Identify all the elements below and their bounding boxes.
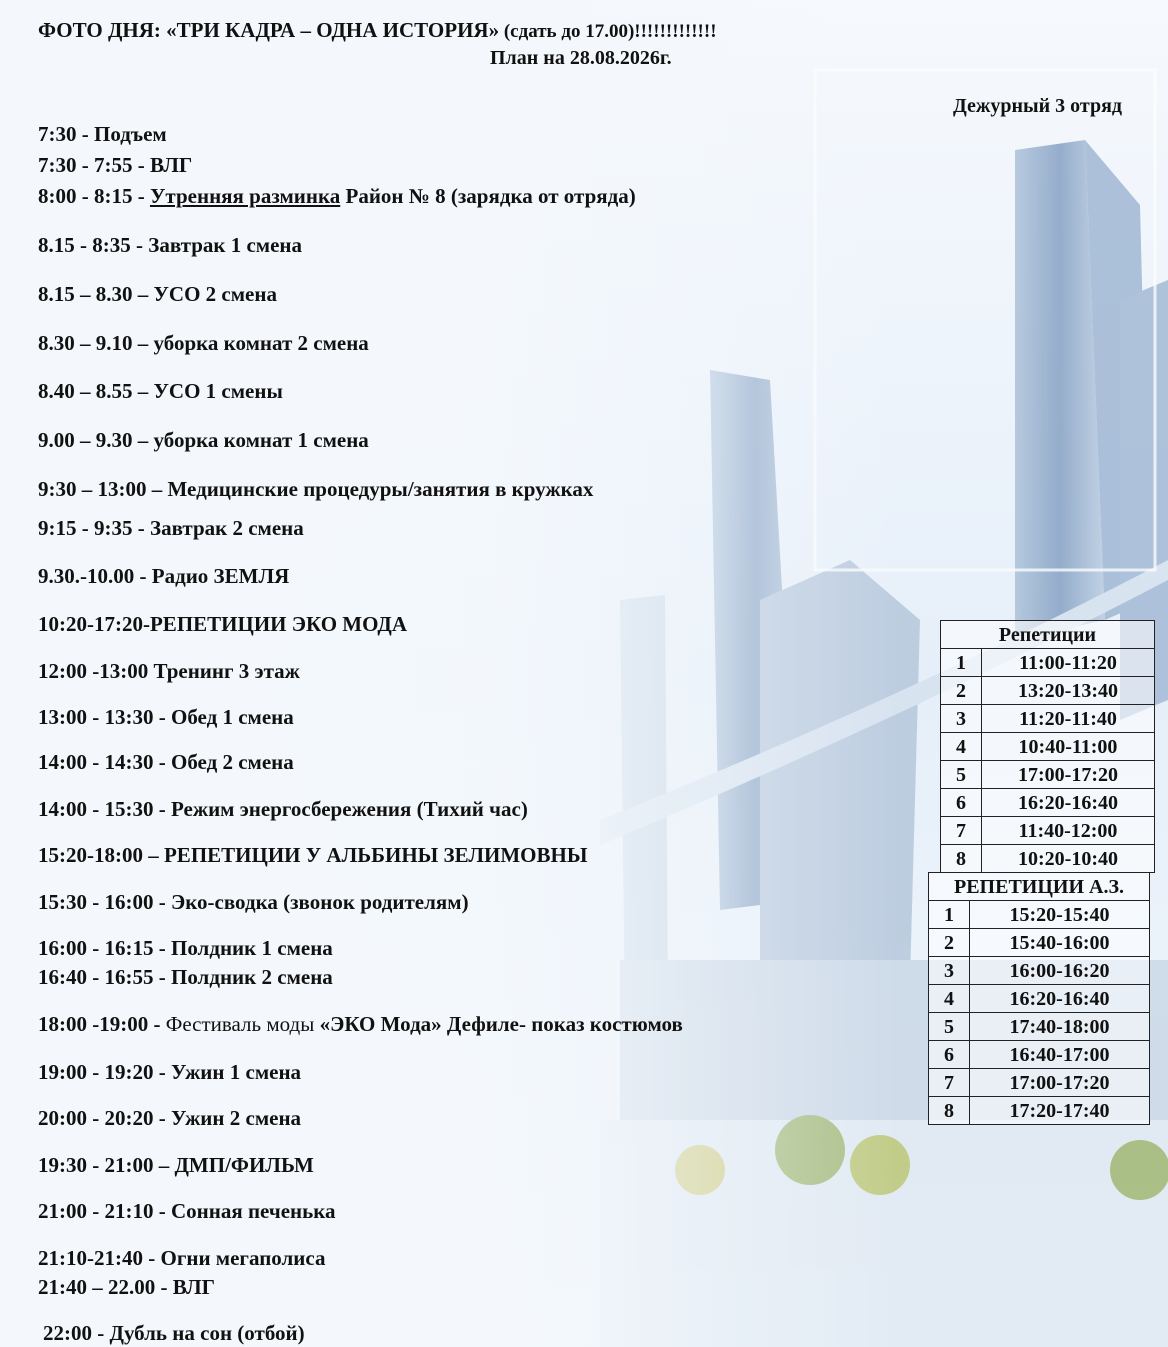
schedule-item [38, 1106, 301, 1131]
schedule-activity: ДМП/ФИЛЬМ [174, 1153, 314, 1177]
schedule-time: 9.30.-10.00 - [38, 564, 152, 588]
rehearsal-row [929, 1069, 1150, 1097]
rehearsal-number: 7 [941, 817, 982, 845]
schedule-item [38, 153, 192, 178]
rehearsal-number: 3 [941, 705, 982, 733]
schedule-time: 16:40 - 16:55 - [38, 965, 171, 989]
schedule-item [38, 612, 407, 637]
rehearsal-row [929, 901, 1150, 929]
rehearsal-time: 15:20-15:40 [970, 901, 1150, 929]
schedule-activity-underlined: Утренняя разминка [149, 184, 341, 208]
schedule-time: 20:00 - 20:20 - [38, 1106, 171, 1130]
schedule-time: 21:10-21:40 - [38, 1246, 161, 1270]
rehearsal-row [929, 957, 1150, 985]
rehearsal-number: 6 [941, 789, 982, 817]
schedule-activity: РЕПЕТИЦИИ ЭКО МОДА [149, 612, 408, 636]
schedule-item [38, 936, 333, 961]
rehearsal-time: 15:40-16:00 [970, 929, 1150, 957]
schedule-time: 13:00 - 13:30 - [38, 705, 171, 729]
schedule-activity: Режим энергосбережения (Тихий час) [170, 797, 528, 821]
schedule-time: 7:30 - 7:55 - [38, 153, 150, 177]
rehearsal-number: 8 [941, 845, 982, 873]
rehearsal-row [941, 677, 1155, 705]
rehearsal-number: 3 [929, 957, 970, 985]
schedule-item [38, 843, 587, 868]
rehearsal-time: 17:00-17:20 [982, 761, 1155, 789]
schedule-activity: «ЭКО Мода» Дефиле- показ костюмов [319, 1012, 683, 1036]
schedule-item [38, 516, 304, 541]
schedule-time: 12:00 -13:00 [38, 659, 154, 683]
schedule-activity: Полдник 1 смена [170, 936, 333, 960]
rehearsal-time: 16:20-16:40 [982, 789, 1155, 817]
rehearsal-time: 11:20-11:40 [982, 705, 1155, 733]
schedule-time: 18:00 -19:00 - [38, 1012, 166, 1036]
schedule-activity: Дубль на сон (отбой) [109, 1321, 305, 1345]
rehearsal-time: 11:40-12:00 [982, 817, 1155, 845]
rehearsal-row [929, 1041, 1150, 1069]
schedule-item [38, 1246, 325, 1271]
schedule-time: 7:30 - [38, 122, 94, 146]
rehearsal-row [929, 985, 1150, 1013]
schedule-time: 9:15 - 9:35 - [38, 516, 150, 540]
schedule-time: 14:00 - 14:30 - [38, 750, 171, 774]
rehearsal-time: 16:40-17:00 [970, 1041, 1150, 1069]
schedule-item [38, 797, 528, 822]
rehearsal-number: 5 [929, 1013, 970, 1041]
schedule-activity: Подъем [94, 122, 167, 146]
schedule-time: 21:00 - 21:10 - [38, 1199, 171, 1223]
rehearsal-row [941, 789, 1155, 817]
rehearsals-az-title: РЕПЕТИЦИИ А.З. [929, 873, 1150, 901]
rehearsal-row [941, 761, 1155, 789]
schedule-activity-prefix: Фестиваль моды [165, 1012, 320, 1036]
schedule-item [38, 890, 469, 915]
schedule-activity: РЕПЕТИЦИИ У АЛЬБИНЫ ЗЕЛИМОВНЫ [163, 843, 588, 867]
schedule-item [38, 122, 167, 147]
rehearsal-row [929, 1097, 1150, 1125]
rehearsal-row [941, 705, 1155, 733]
schedule-item [38, 750, 294, 775]
schedule-item [38, 1060, 301, 1085]
rehearsal-row [941, 817, 1155, 845]
schedule-item [38, 1275, 215, 1300]
schedule-time: 16:00 - 16:15 - [38, 936, 171, 960]
rehearsal-time: 10:40-11:00 [982, 733, 1155, 761]
schedule-time: 8.15 - 8:35 - [38, 233, 149, 257]
schedule-item [43, 1321, 305, 1346]
schedule-activity: Эко-сводка (звонок родителям) [170, 890, 469, 914]
schedule-time: 8.30 – 9.10 – [38, 331, 154, 355]
rehearsal-time: 17:20-17:40 [970, 1097, 1150, 1125]
schedule-item [38, 233, 302, 258]
schedule-time: 8:00 - 8:15 - [38, 184, 150, 208]
rehearsals-title: Репетиции [941, 621, 1155, 649]
schedule-item [38, 282, 277, 307]
schedule-time: 14:00 - 15:30 - [38, 797, 171, 821]
schedule-activity: Завтрак 2 смена [149, 516, 304, 540]
plan-date: План на 28.08.2026г. [490, 47, 672, 69]
rehearsals-az-table [928, 872, 1150, 1125]
rehearsal-time: 16:20-16:40 [970, 985, 1150, 1013]
schedule-time: 8.40 – 8.55 – [38, 379, 154, 403]
rehearsal-row [941, 845, 1155, 873]
schedule-time: 19:00 - 19:20 - [38, 1060, 171, 1084]
rehearsal-time: 11:00-11:20 [982, 649, 1155, 677]
schedule-activity: Полдник 2 смена [170, 965, 333, 989]
rehearsal-row [929, 929, 1150, 957]
schedule-item [38, 379, 283, 404]
rehearsal-number: 2 [929, 929, 970, 957]
schedule-activity: уборка комнат 1 смена [153, 428, 369, 452]
schedule-time: 19:30 - 21:00 – [38, 1153, 175, 1177]
schedule-item [38, 659, 300, 684]
rehearsal-time: 16:00-16:20 [970, 957, 1150, 985]
rehearsal-number: 1 [929, 901, 970, 929]
schedule-time: 8.15 – 8.30 – [38, 282, 154, 306]
schedule-activity: Тренинг 3 этаж [153, 659, 300, 683]
schedule-item [38, 965, 333, 990]
schedule-item [38, 1199, 336, 1224]
rehearsal-number: 4 [929, 985, 970, 1013]
schedule-time: 9.00 – 9.30 – [38, 428, 154, 452]
schedule-activity: ВЛГ [149, 153, 193, 177]
rehearsal-row [941, 733, 1155, 761]
schedule-item [38, 428, 369, 453]
rehearsal-row [929, 1013, 1150, 1041]
schedule-activity: Завтрак 1 смена [148, 233, 303, 257]
rehearsal-number: 6 [929, 1041, 970, 1069]
rehearsal-number: 8 [929, 1097, 970, 1125]
schedule-activity: Район № 8 (зарядка от отряда) [340, 184, 636, 208]
schedule-item [38, 1153, 314, 1178]
schedule-activity: Радио ЗЕМЛЯ [151, 564, 290, 588]
schedule-time: 15:20-18:00 – [38, 843, 164, 867]
rehearsal-time: 10:20-10:40 [982, 845, 1155, 873]
rehearsal-time: 17:00-17:20 [970, 1069, 1150, 1097]
schedule-time: 22:00 - [43, 1321, 110, 1345]
schedule-time: 21:40 – 22.00 - [38, 1275, 173, 1299]
schedule-item [38, 331, 369, 356]
rehearsal-number: 2 [941, 677, 982, 705]
rehearsal-number: 4 [941, 733, 982, 761]
schedule-item [38, 477, 593, 502]
schedule-time: 15:30 - 16:00 - [38, 890, 171, 914]
schedule-time: 10:20-17:20- [38, 612, 150, 636]
rehearsal-number: 5 [941, 761, 982, 789]
rehearsals-table [940, 620, 1155, 873]
rehearsal-number: 1 [941, 649, 982, 677]
schedule-activity: Обед 1 смена [170, 705, 294, 729]
rehearsal-time: 17:40-18:00 [970, 1013, 1150, 1041]
rehearsal-number: 7 [929, 1069, 970, 1097]
schedule-activity: Обед 2 смена [170, 750, 294, 774]
rehearsal-row [941, 649, 1155, 677]
schedule-activity: УСО 2 смена [153, 282, 277, 306]
schedule-activity: Огни мегаполиса [160, 1246, 326, 1270]
schedule-activity: Ужин 2 смена [170, 1106, 302, 1130]
schedule-activity: УСО 1 смены [153, 379, 283, 403]
schedule-time: 9:30 – 13:00 – [38, 477, 168, 501]
schedule-item [38, 564, 289, 589]
schedule-activity: Ужин 1 смена [170, 1060, 302, 1084]
schedule-activity: Сонная печенька [170, 1199, 336, 1223]
duty-squad: Дежурный 3 отряд [953, 95, 1123, 117]
schedule-item [38, 705, 294, 730]
photo-of-the-day-heading: ФОТО ДНЯ: «ТРИ КАДРА – ОДНА ИСТОРИЯ» (сдать до 17.00)!!!!!!!!!!!!! [38, 18, 717, 42]
schedule-item [38, 184, 636, 209]
schedule-activity: ВЛГ [172, 1275, 215, 1299]
rehearsal-time: 13:20-13:40 [982, 677, 1155, 705]
schedule-activity: Медицинские процедуры/занятия в кружках [167, 477, 594, 501]
schedule-item [38, 1012, 683, 1037]
schedule-activity: уборка комнат 2 смена [153, 331, 369, 355]
